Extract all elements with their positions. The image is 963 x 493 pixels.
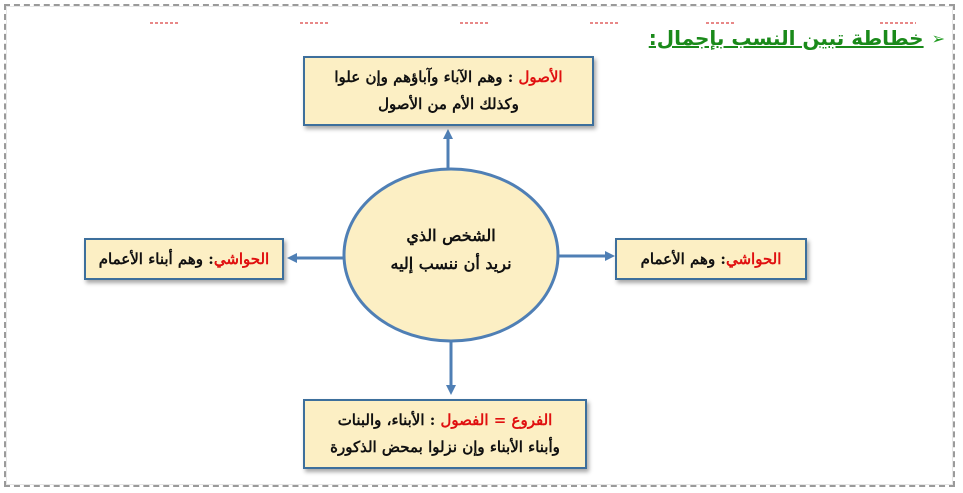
ancestors-box [303,56,594,126]
descendants-desc: الأبناء، والبنات [337,411,425,429]
uncles-line [617,246,805,273]
descendants-line-2: وأبناء الأبناء وإن نزلوا بمحض الذكورة [330,438,560,456]
center-line-2: نريد أن ننسب إليه [390,254,512,273]
descendants-sep: : [424,411,441,429]
uncles-term: الحواشي [725,249,782,268]
ancestors-sep: : [502,68,519,86]
cousins-term: الحواشي [213,249,270,268]
ancestors-desc: وهم الآباء وآباؤهم وإن علوا [334,68,503,86]
cousins-box [84,238,284,280]
uncles-box [615,238,807,280]
ancestors-line-2: وكذلك الأم من الأصول [378,95,519,113]
ancestors-term: الأصول [518,68,563,86]
cousins-sep: : [203,249,214,268]
center-label [348,222,554,278]
ancestors-line-1 [305,64,592,91]
uncles-desc: وهم الأعمام [640,249,716,268]
cousins-line [86,246,282,273]
heading-title: خطاطة تبين النسب بإجمال: [648,26,924,50]
center-line-1: الشخص الذي [406,226,496,245]
arrow-bullet-icon: ➢ [931,28,945,48]
descendants-term: الفروع = الفصول [440,411,553,429]
cousins-desc: وهم أبناء الأعمام [98,249,204,268]
uncles-sep: : [715,249,726,268]
descendants-box [303,399,587,469]
descendants-line-1 [305,407,585,434]
